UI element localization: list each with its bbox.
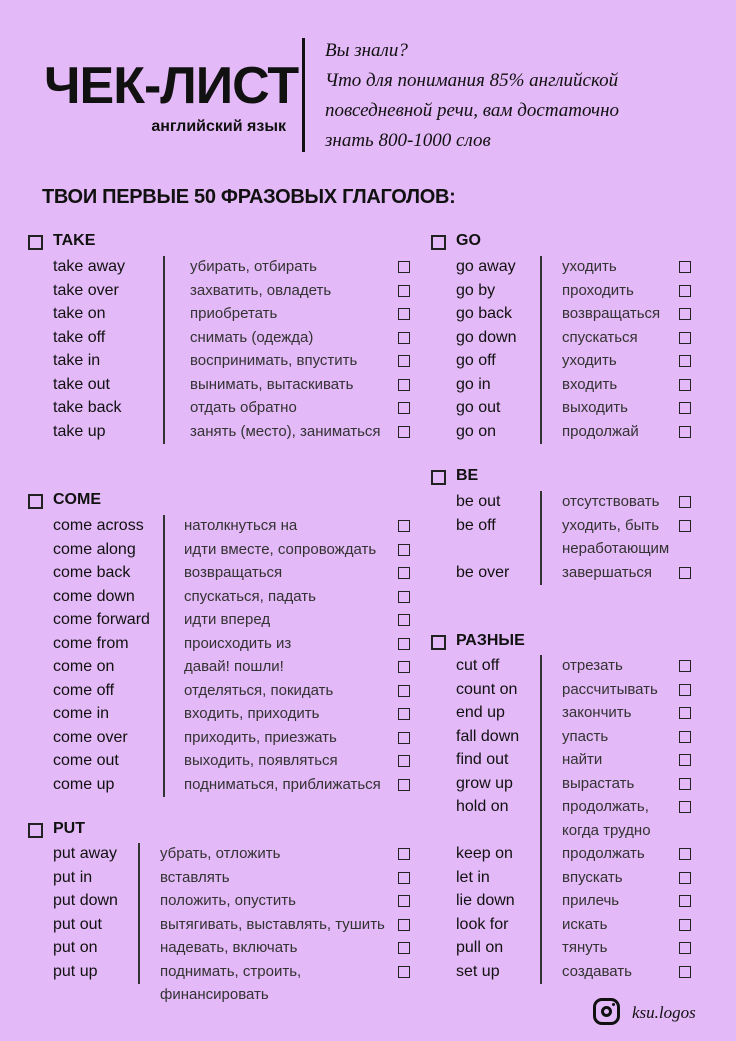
instagram-icon: [593, 998, 620, 1025]
section-heading: ТВОИ ПЕРВЫЕ 50 ФРАЗОВЫХ ГЛАГОЛОВ:: [42, 186, 456, 208]
row-checkbox[interactable]: [398, 895, 410, 907]
row-checkbox[interactable]: [679, 496, 691, 508]
header-divider: [302, 38, 305, 152]
row-checkbox[interactable]: [398, 402, 410, 414]
translation: идти вместе, сопровождать: [184, 540, 377, 558]
translation: вставлять: [160, 868, 230, 886]
row-checkbox[interactable]: [398, 685, 410, 697]
row-checkbox[interactable]: [679, 801, 691, 813]
row-checkbox[interactable]: [398, 732, 410, 744]
phrasal-verb: take up: [53, 422, 106, 440]
phrasal-verb: let in: [456, 868, 490, 886]
phrasal-verb: lie down: [456, 892, 515, 909]
phrasal-verb: cut off: [456, 657, 500, 674]
row-checkbox[interactable]: [679, 731, 691, 743]
phrasal-verb: grow up: [456, 774, 513, 792]
phrasal-verb: be out: [456, 493, 501, 510]
phrasal-verb: look for: [456, 915, 509, 933]
phrasal-verb: go off: [456, 352, 496, 369]
row-checkbox[interactable]: [679, 520, 691, 532]
phrasal-verb: come out: [53, 752, 119, 769]
group-divider-put: [138, 843, 140, 984]
translation: убрать, отложить: [160, 845, 281, 862]
row-checkbox[interactable]: [679, 567, 691, 579]
row-checkbox[interactable]: [679, 919, 691, 931]
row-checkbox[interactable]: [398, 848, 410, 860]
translation: возвращаться: [562, 305, 661, 322]
row-checkbox[interactable]: [398, 942, 410, 954]
phrasal-verb: end up: [456, 704, 505, 721]
phrasal-verb: come from: [53, 634, 129, 652]
phrasal-verb: come back: [53, 564, 131, 581]
translation: искать: [562, 915, 608, 933]
translation: уходить, быть: [562, 516, 660, 534]
translation: отрезать: [562, 657, 623, 674]
row-checkbox[interactable]: [679, 895, 691, 907]
fact-note-line: Что для понимания 85% английской: [325, 70, 619, 91]
row-checkbox[interactable]: [398, 708, 410, 720]
phrasal-verb: come across: [53, 517, 144, 534]
row-checkbox[interactable]: [398, 379, 410, 391]
translation: приобретать: [190, 305, 278, 322]
translation: спускаться, падать: [184, 587, 316, 605]
phrasal-verb: come forward: [53, 611, 150, 628]
translation: отделяться, покидать: [184, 681, 334, 699]
row-checkbox[interactable]: [398, 755, 410, 767]
translation: подниматься, приближаться: [184, 775, 381, 793]
phrasal-verb: put on: [53, 939, 98, 956]
phrasal-verb: come in: [53, 705, 110, 722]
phrasal-verb: be off: [456, 516, 496, 534]
row-checkbox[interactable]: [398, 872, 410, 884]
phrasal-verb: hold on: [456, 798, 509, 815]
fact-note: [325, 36, 725, 156]
phrasal-verb: put down: [53, 892, 118, 909]
translation: захватить, овладеть: [190, 281, 332, 299]
translation: создавать: [562, 962, 632, 980]
row-checkbox[interactable]: [398, 285, 410, 297]
phrasal-verb: take back: [53, 399, 122, 416]
translation: натолкнуться на: [184, 517, 298, 534]
translation: вырастать: [562, 774, 635, 792]
translation: спускаться: [562, 328, 638, 346]
group-title-misc: РАЗНЫЕ: [456, 632, 525, 649]
phrasal-verb: put up: [53, 962, 98, 980]
translation: поднимать, строить,: [160, 962, 302, 980]
row-checkbox[interactable]: [398, 567, 410, 579]
group-checkbox-put[interactable]: [28, 823, 43, 838]
row-checkbox[interactable]: [398, 544, 410, 556]
row-checkbox[interactable]: [398, 779, 410, 791]
translation: тянуть: [562, 939, 608, 956]
translation: положить, опустить: [160, 892, 296, 909]
phrasal-verb: go out: [456, 399, 501, 416]
phrasal-verb: take on: [53, 305, 106, 322]
translation: надевать, включать: [160, 939, 298, 956]
phrasal-verb: go by: [456, 281, 496, 299]
group-checkbox-take[interactable]: [28, 235, 43, 250]
translation: входить: [562, 375, 618, 393]
translation: уходить: [562, 258, 617, 275]
group-title-go: GO: [456, 232, 481, 249]
group-divider-go: [540, 256, 542, 444]
phrasal-verb: take over: [53, 281, 119, 299]
row-checkbox[interactable]: [679, 379, 691, 391]
phrasal-verb: fall down: [456, 727, 520, 745]
row-checkbox[interactable]: [679, 942, 691, 954]
translation: когда трудно: [562, 821, 651, 839]
phrasal-verb: take in: [53, 352, 101, 369]
phrasal-verb: put out: [53, 915, 102, 933]
translation: возвращаться: [184, 564, 283, 581]
phrasal-verb: take out: [53, 375, 110, 393]
group-divider-be: [540, 491, 542, 585]
group-title-put: PUT: [53, 820, 85, 837]
row-checkbox[interactable]: [679, 966, 691, 978]
translation: идти вперед: [184, 611, 271, 628]
row-checkbox[interactable]: [398, 426, 410, 438]
translation: закончить: [562, 704, 632, 721]
row-checkbox[interactable]: [679, 754, 691, 766]
fact-note-line: повседневной речи, вам достаточно: [325, 100, 619, 121]
group-divider-take: [163, 256, 165, 444]
group-checkbox-go[interactable]: [431, 235, 446, 250]
row-checkbox[interactable]: [679, 308, 691, 320]
group-title-come: COME: [53, 491, 101, 508]
phrasal-verb: come up: [53, 775, 115, 793]
row-checkbox[interactable]: [679, 660, 691, 672]
translation: вынимать, вытаскивать: [190, 375, 354, 393]
translation: убирать, отбирать: [190, 258, 317, 275]
phrasal-verb: keep on: [456, 845, 513, 862]
translation: давай! пошли!: [184, 658, 284, 675]
translation: упасть: [562, 727, 609, 745]
phrasal-verb: take off: [53, 328, 106, 346]
phrasal-verb: set up: [456, 962, 500, 980]
translation: найти: [562, 751, 603, 768]
row-checkbox[interactable]: [679, 261, 691, 273]
row-checkbox[interactable]: [398, 919, 410, 931]
row-checkbox[interactable]: [398, 308, 410, 320]
phrasal-verb: go away: [456, 258, 516, 275]
translation: вытягивать, выставлять, тушить: [160, 915, 385, 933]
phrasal-verb: come over: [53, 728, 128, 746]
translation: продолжай: [562, 422, 639, 440]
translation: продолжать,: [562, 798, 649, 815]
phrasal-verb: come along: [53, 540, 136, 558]
row-checkbox[interactable]: [398, 614, 410, 626]
translation: впускать: [562, 868, 623, 886]
row-checkbox[interactable]: [679, 426, 691, 438]
row-checkbox[interactable]: [398, 591, 410, 603]
phrasal-verb: find out: [456, 751, 509, 768]
group-divider-come: [163, 515, 165, 797]
page-subtitle: английский язык: [151, 118, 286, 135]
phrasal-verb: pull on: [456, 939, 504, 956]
translation: выходить, появляться: [184, 752, 338, 769]
phrasal-verb: come off: [53, 681, 115, 699]
row-checkbox[interactable]: [398, 261, 410, 273]
phrasal-verb: go on: [456, 422, 497, 440]
phrasal-verb: go in: [456, 375, 491, 393]
row-checkbox[interactable]: [679, 848, 691, 860]
row-checkbox[interactable]: [398, 661, 410, 673]
phrasal-verb: take away: [53, 258, 126, 275]
translation: отсутствовать: [562, 493, 660, 510]
translation: финансировать: [160, 986, 269, 1003]
row-checkbox[interactable]: [679, 285, 691, 297]
translation: входить, приходить: [184, 705, 320, 722]
page-title: ЧЕК-ЛИСТ: [44, 57, 299, 115]
row-checkbox[interactable]: [679, 778, 691, 790]
translation: воспринимать, впустить: [190, 352, 358, 369]
phrasal-verb: put away: [53, 845, 118, 862]
phrasal-verb: come down: [53, 587, 135, 605]
row-checkbox[interactable]: [398, 638, 410, 650]
translation: рассчитывать: [562, 680, 658, 698]
fact-note-line: Вы знали?: [325, 40, 408, 61]
phrasal-verb: be over: [456, 563, 510, 581]
phrasal-verb: go back: [456, 305, 513, 322]
translation: завершаться: [562, 563, 653, 581]
translation: отдать обратно: [190, 399, 297, 416]
instagram-handle[interactable]: ksu.logos: [632, 1003, 696, 1022]
row-checkbox[interactable]: [679, 355, 691, 367]
phrasal-verb: count on: [456, 680, 518, 698]
row-checkbox[interactable]: [679, 402, 691, 414]
phrasal-verb: put in: [53, 868, 93, 886]
translation: проходить: [562, 281, 634, 299]
translation: неработающим: [562, 540, 670, 557]
group-title-take: TAKE: [53, 232, 96, 249]
group-checkbox-be[interactable]: [431, 470, 446, 485]
translation: происходить из: [184, 634, 292, 652]
row-checkbox[interactable]: [398, 966, 410, 978]
row-checkbox[interactable]: [398, 332, 410, 344]
translation: прилечь: [562, 892, 620, 909]
translation: снимать (одежда): [190, 328, 314, 346]
translation: выходить: [562, 399, 628, 416]
group-checkbox-misc[interactable]: [431, 635, 446, 650]
fact-note-line: знать 800-1000 слов: [325, 130, 491, 151]
row-checkbox[interactable]: [398, 520, 410, 532]
row-checkbox[interactable]: [679, 684, 691, 696]
phrasal-verb: go down: [456, 328, 517, 346]
translation: приходить, приезжать: [184, 728, 337, 746]
group-title-be: BE: [456, 467, 479, 484]
group-divider-misc: [540, 655, 542, 984]
translation: уходить: [562, 352, 617, 369]
translation: занять (место), заниматься: [190, 422, 381, 440]
row-checkbox[interactable]: [679, 707, 691, 719]
row-checkbox[interactable]: [398, 355, 410, 367]
row-checkbox[interactable]: [679, 872, 691, 884]
group-checkbox-come[interactable]: [28, 494, 43, 509]
translation: продолжать: [562, 845, 645, 862]
row-checkbox[interactable]: [679, 332, 691, 344]
phrasal-verb: come on: [53, 658, 115, 675]
